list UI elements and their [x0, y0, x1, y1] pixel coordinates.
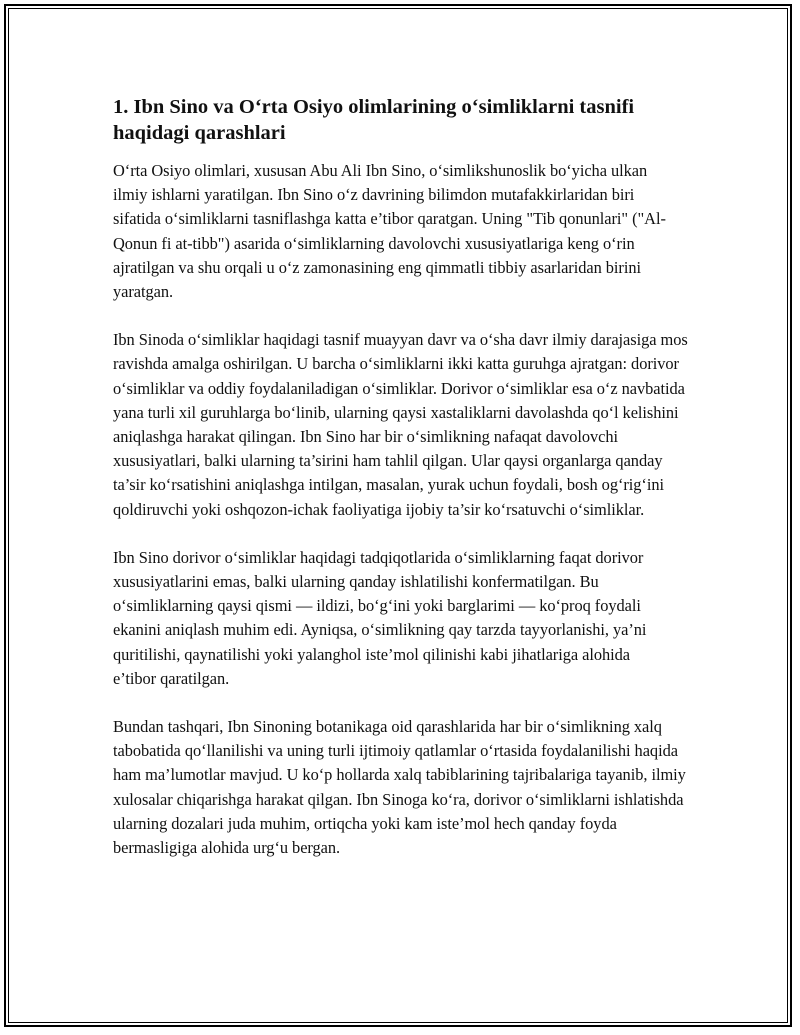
paragraph-3: Ibn Sino dorivor o‘simliklar haqidagi tadqiqotlarida o‘simliklarning faqat dorivor xususiyatlarini emas, balki ularning qanday ishlatilishi konfermatilgan. Bu o‘simliklarning qaysi qismi — ildizi, bo‘g‘ini yoki barglarimi — ko‘proq foydali ekanini aniqlash muhim edi. Ayniqsa, o‘simlikning qay tarzda tayyorlanishi, ya’ni quritilishi, qaynatilishi yoki yalanghol iste’mol qilinishi kabi jihatlariga alohida e’tibor qaratilgan. — [113, 547, 647, 688]
document-body — [113, 94, 689, 884]
section-heading: 1. Ibn Sino va O‘rta Osiyo olimlarining o‘simliklarni tasnifi haqidagi qarashlari — [113, 96, 635, 144]
paragraph-1: O‘rta Osiyo olimlari, xususan Abu Ali Ibn Sino, o‘simlikshunoslik bo‘yicha ulkan ilmiy ishlarni yaratilgan. Ibn Sino o‘z davrining bilimdon mutafakkirlaridan biri sifatida o‘simliklarni tasniflashga katta e’tibor qaratgan. Uning "Tib qonunlari" ("Al-Qonun fi at-tibb") asarida o‘simliklarning davolovchi xususiyatlariga keng o‘rin ajratilgan va shu orqali u o‘z zamonasining eng qimmatli tibbiy asarlaridan birini yaratgan. — [113, 161, 666, 302]
paragraph-2: Ibn Sinoda o‘simliklar haqidagi tasnif muayyan davr va o‘sha davr ilmiy darajasiga mos ravishda amalga oshirilgan. U barcha o‘simliklarni ikki katta guruhga ajratgan: dorivor o‘simliklar va oddiy foydalaniladigan o‘simliklar. Dorivor o‘simliklar esa o‘z navbatida yana turli xil guruhlarga bo‘linib, ularning qaysi xastaliklarni davolashda qo‘l kelishini aniqlashga harakat qilingan. Ibn Sino har bir o‘simlikning nafaqat davolovchi xususiyatlari, balki ularning ta’sirini ham tahlil qilgan. Ular qaysi organlarga qanday ta’sir ko‘rsatishini aniqlashga intilgan, masalan, yurak uchun foydali, bosh og‘rig‘ini qoldiruvchi yoki oshqozon-ichak faoliyatiga ijobiy ta’sir ko‘rsatuvchi o‘simliklar. — [113, 330, 688, 519]
paragraph-4: Bundan tashqari, Ibn Sinoning botanikaga oid qarashlarida har bir o‘simlikning xalq tabobatida qo‘llanilishi va uning turli ijtimoiy qatlamlar o‘rtasida foydalanilishi haqida ham ma’lumotlar mavjud. U ko‘p hollarda xalq tabiblarining tajribalariga tayanib, ilmiy xulosalar chiqarishga harakat qilgan. Ibn Sinoga ko‘ra, dorivor o‘simliklarni ishlatishda ularning dozalari juda muhim, ortiqcha yoki kam iste’mol hech qanday foyda bermasligiga alohida urg‘u bergan. — [113, 717, 686, 858]
